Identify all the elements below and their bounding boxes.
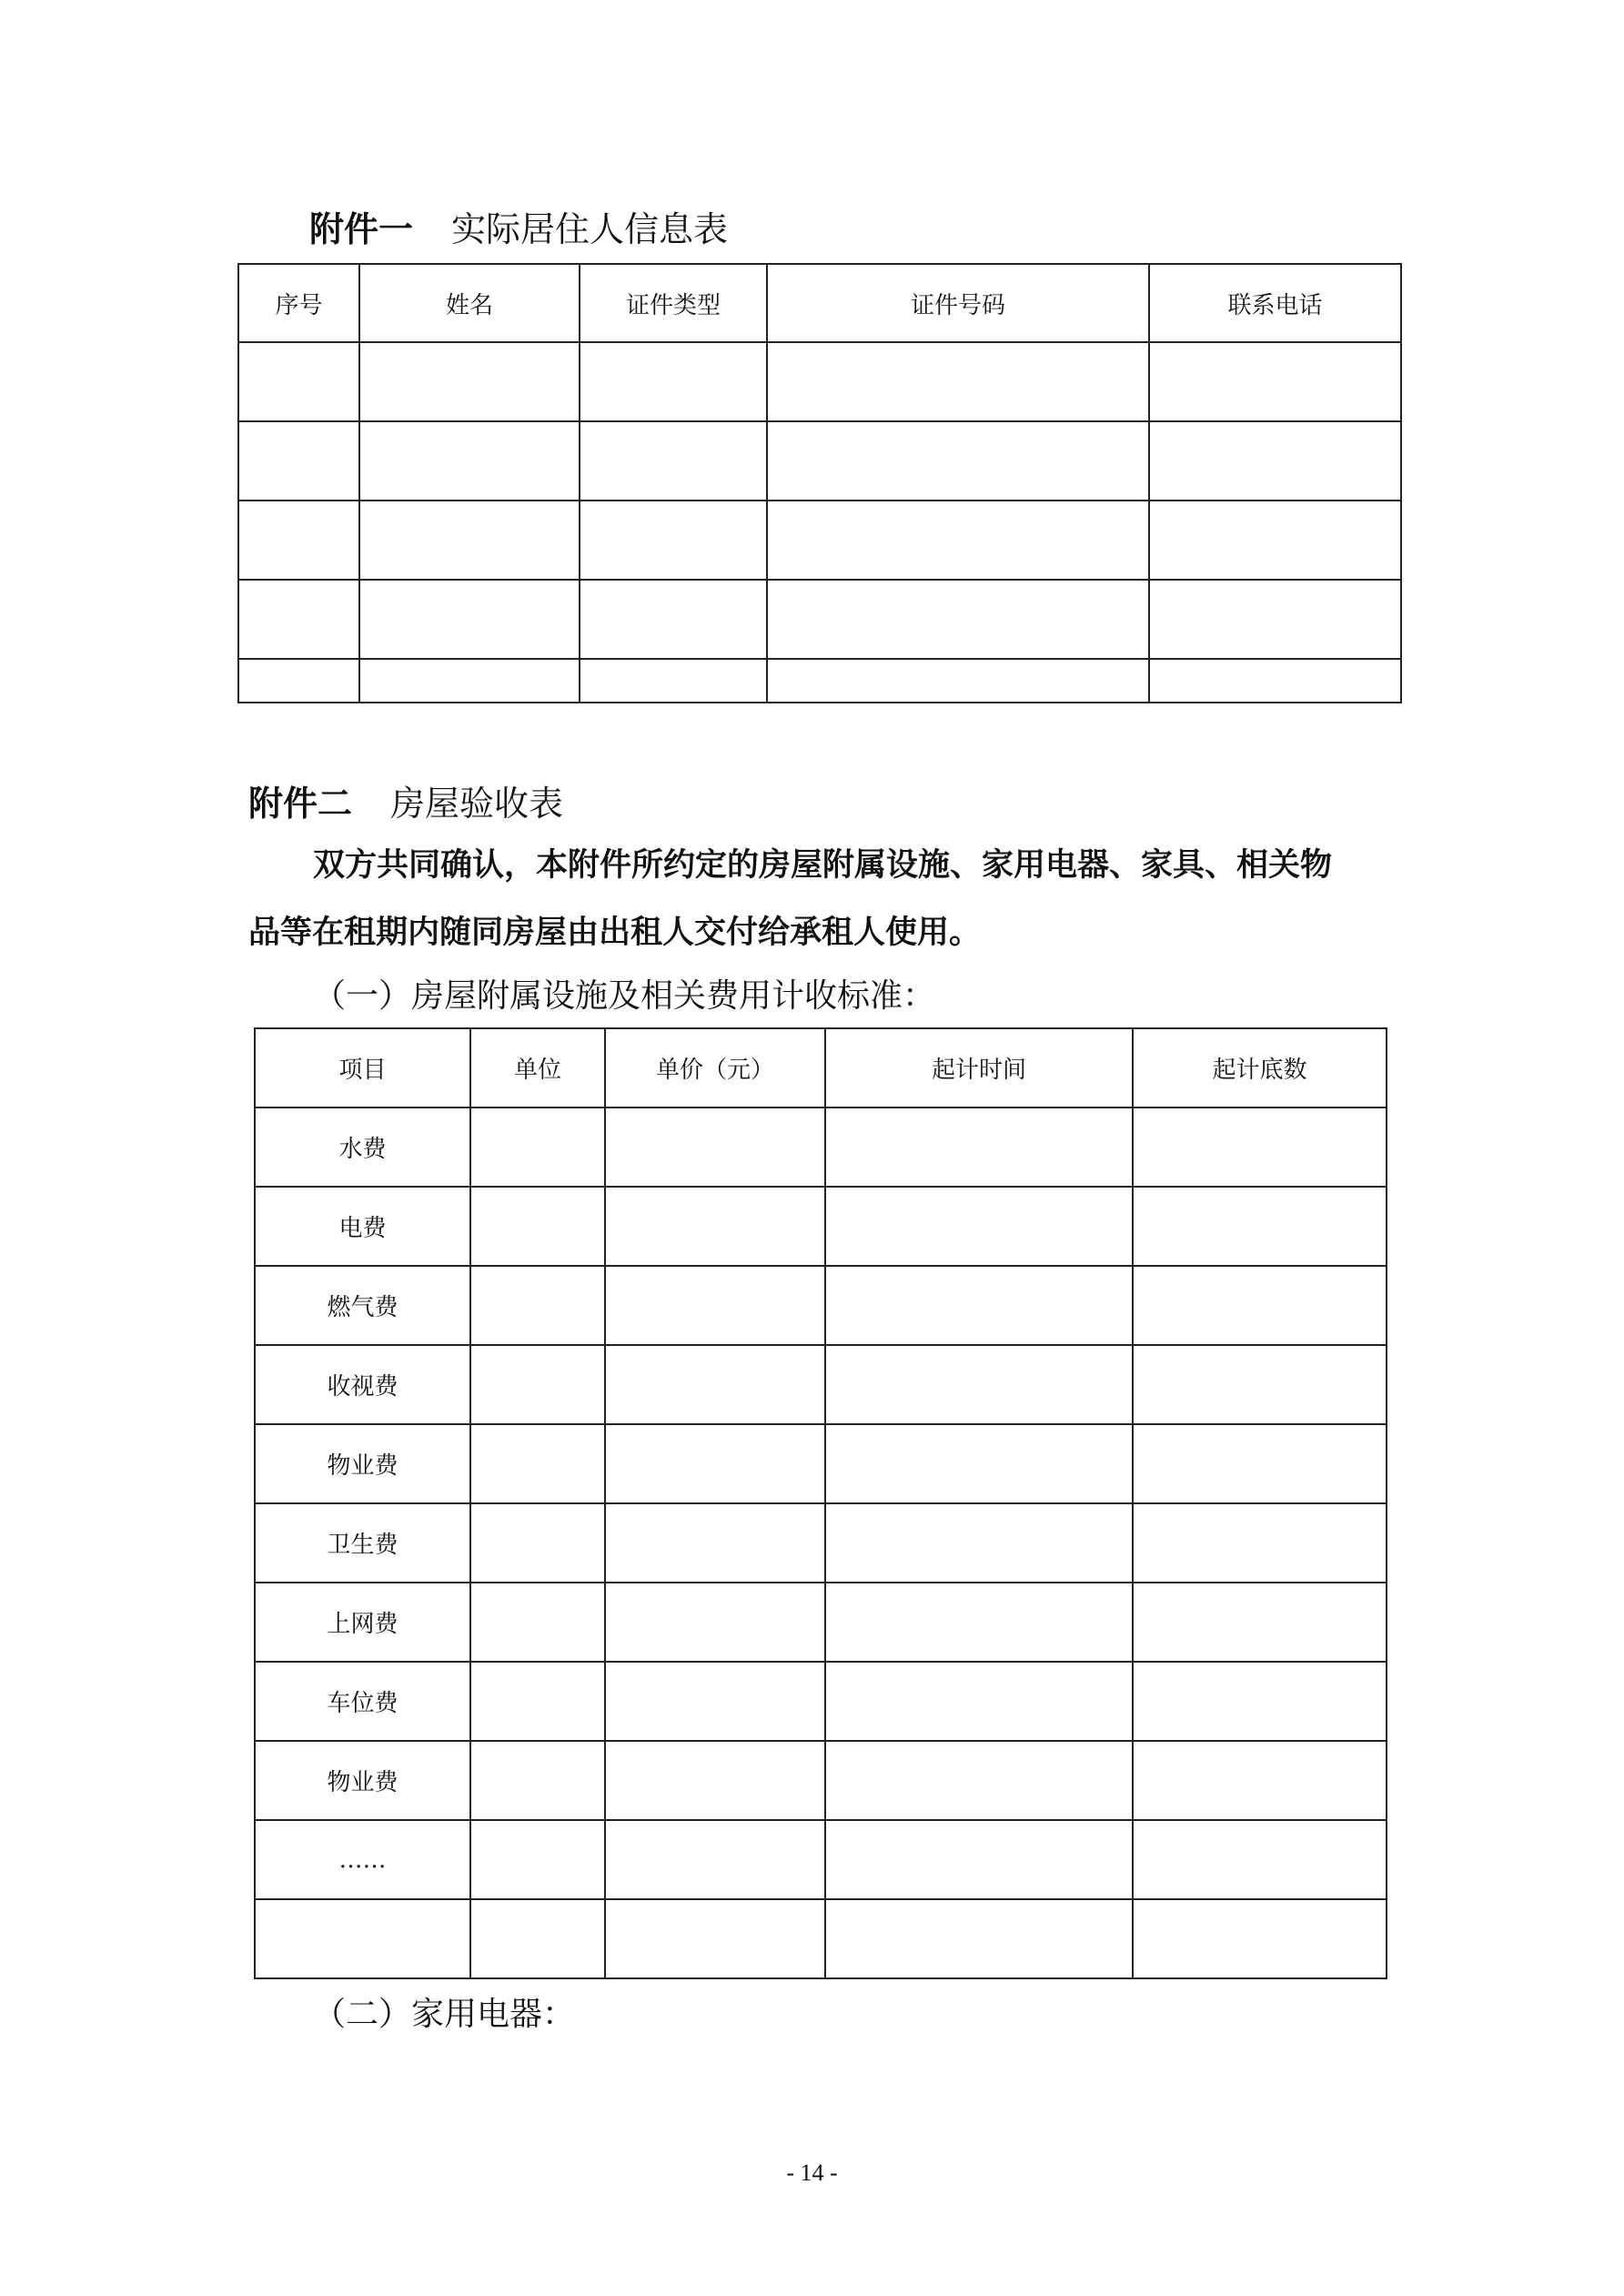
table-cell <box>767 580 1149 659</box>
table-cell <box>1133 1741 1387 1820</box>
table-cell <box>470 1108 605 1187</box>
table-row <box>255 1741 1387 1820</box>
table-row <box>255 1345 1387 1424</box>
table-cell <box>359 421 580 501</box>
column-header: 证件类型 <box>580 264 767 342</box>
column-header: 项目 <box>255 1028 470 1108</box>
attachment1-heading <box>309 209 729 249</box>
table-row <box>238 421 1401 501</box>
table-cell <box>1149 580 1401 659</box>
table-cell <box>470 1820 605 1899</box>
table-cell <box>825 1266 1133 1345</box>
table-cell <box>825 1899 1133 1978</box>
table-cell <box>767 342 1149 421</box>
table-row <box>255 1662 1387 1741</box>
table-cell <box>1149 501 1401 580</box>
table-cell <box>580 421 767 501</box>
table-cell <box>1133 1899 1387 1978</box>
table-cell <box>605 1899 825 1978</box>
table-cell <box>1149 659 1401 703</box>
column-header: 起计底数 <box>1133 1028 1387 1108</box>
table-cell <box>470 1662 605 1741</box>
table-cell <box>605 1424 825 1503</box>
table-cell <box>470 1741 605 1820</box>
attachment2-label: 附件二 <box>248 784 353 824</box>
table-cell <box>470 1424 605 1503</box>
resident-info-table <box>237 263 1402 703</box>
table-cell <box>825 1583 1133 1662</box>
table-cell <box>605 1266 825 1345</box>
table-cell <box>1133 1187 1387 1266</box>
table-cell <box>1133 1266 1387 1345</box>
section1-title: （一）房屋附属设施及相关费用计收标准： <box>313 977 936 1015</box>
table-cell <box>1133 1583 1387 1662</box>
table-cell <box>470 1187 605 1266</box>
table-cell <box>825 1662 1133 1741</box>
section2-title: （二）家用电器： <box>313 1996 576 2033</box>
table-header-row <box>238 264 1401 342</box>
column-header: 证件号码 <box>767 264 1149 342</box>
fee-item-cell: 物业费 <box>255 1741 470 1820</box>
table-cell <box>238 342 359 421</box>
agreement-paragraph-line1: 双方共同确认，本附件所约定的房屋附属设施、家用电器、家具、相关物 <box>313 847 1333 884</box>
table-cell <box>238 421 359 501</box>
table-cell <box>825 1820 1133 1899</box>
fee-item-cell: 卫生费 <box>255 1503 470 1583</box>
table-row <box>255 1899 1387 1978</box>
table-cell <box>580 501 767 580</box>
table-cell <box>825 1108 1133 1187</box>
table-row <box>238 580 1401 659</box>
table-cell <box>605 1108 825 1187</box>
table-cell <box>580 580 767 659</box>
table-cell <box>1133 1345 1387 1424</box>
page-number: - 14 - <box>786 2159 838 2186</box>
table-cell <box>470 1345 605 1424</box>
table-cell <box>825 1741 1133 1820</box>
table-cell <box>1133 1662 1387 1741</box>
column-header: 单价（元） <box>605 1028 825 1108</box>
column-header: 起计时间 <box>825 1028 1133 1108</box>
table-cell <box>825 1345 1133 1424</box>
column-header: 姓名 <box>359 264 580 342</box>
table-cell <box>825 1424 1133 1503</box>
table-row <box>255 1108 1387 1187</box>
attachment1-title: 实际居住人信息表 <box>451 209 729 249</box>
fee-item-cell: 水费 <box>255 1108 470 1187</box>
table-cell <box>1133 1503 1387 1583</box>
table-cell <box>470 1583 605 1662</box>
table-cell <box>767 501 1149 580</box>
fee-item-cell: 物业费 <box>255 1424 470 1503</box>
table-cell <box>1149 421 1401 501</box>
table-row <box>255 1583 1387 1662</box>
table-cell <box>470 1503 605 1583</box>
fee-item-cell: 上网费 <box>255 1583 470 1662</box>
table-cell <box>580 342 767 421</box>
table-cell <box>1133 1424 1387 1503</box>
fee-item-cell: 车位费 <box>255 1662 470 1741</box>
table-cell <box>605 1662 825 1741</box>
table-cell <box>605 1503 825 1583</box>
table-cell <box>767 421 1149 501</box>
column-header: 序号 <box>238 264 359 342</box>
fee-item-cell: 燃气费 <box>255 1266 470 1345</box>
fee-item-cell <box>255 1899 470 1978</box>
attachment1-label: 附件一 <box>309 209 414 249</box>
table-cell <box>605 1187 825 1266</box>
table-row <box>255 1820 1387 1899</box>
attachment2-heading <box>248 784 564 824</box>
table-header-row <box>255 1028 1387 1108</box>
table-row <box>238 659 1401 703</box>
column-header: 联系电话 <box>1149 264 1401 342</box>
table-cell <box>825 1187 1133 1266</box>
table-row <box>255 1266 1387 1345</box>
table-row <box>255 1424 1387 1503</box>
fee-standard-table <box>254 1027 1387 1979</box>
table-cell <box>767 659 1149 703</box>
table-cell <box>605 1820 825 1899</box>
table-cell <box>470 1266 605 1345</box>
table-cell <box>359 659 580 703</box>
table-cell <box>359 342 580 421</box>
attachment2-title: 房屋验收表 <box>390 784 564 824</box>
table-cell <box>605 1345 825 1424</box>
table-cell <box>1133 1108 1387 1187</box>
table-cell <box>605 1583 825 1662</box>
table-cell <box>359 501 580 580</box>
table-cell <box>1149 342 1401 421</box>
fee-item-cell: 收视费 <box>255 1345 470 1424</box>
fee-item-cell: …… <box>255 1820 470 1899</box>
table-row <box>238 342 1401 421</box>
table-cell <box>359 580 580 659</box>
table-row <box>255 1503 1387 1583</box>
agreement-paragraph-line2: 品等在租期内随同房屋由出租人交付给承租人使用。 <box>248 915 982 951</box>
table-cell <box>580 659 767 703</box>
table-cell <box>238 659 359 703</box>
table-row <box>255 1187 1387 1266</box>
table-cell <box>605 1741 825 1820</box>
table-cell <box>470 1899 605 1978</box>
column-header: 单位 <box>470 1028 605 1108</box>
table-cell <box>238 580 359 659</box>
table-cell <box>825 1503 1133 1583</box>
table-cell <box>238 501 359 580</box>
table-cell <box>1133 1820 1387 1899</box>
fee-item-cell: 电费 <box>255 1187 470 1266</box>
table-row <box>238 501 1401 580</box>
